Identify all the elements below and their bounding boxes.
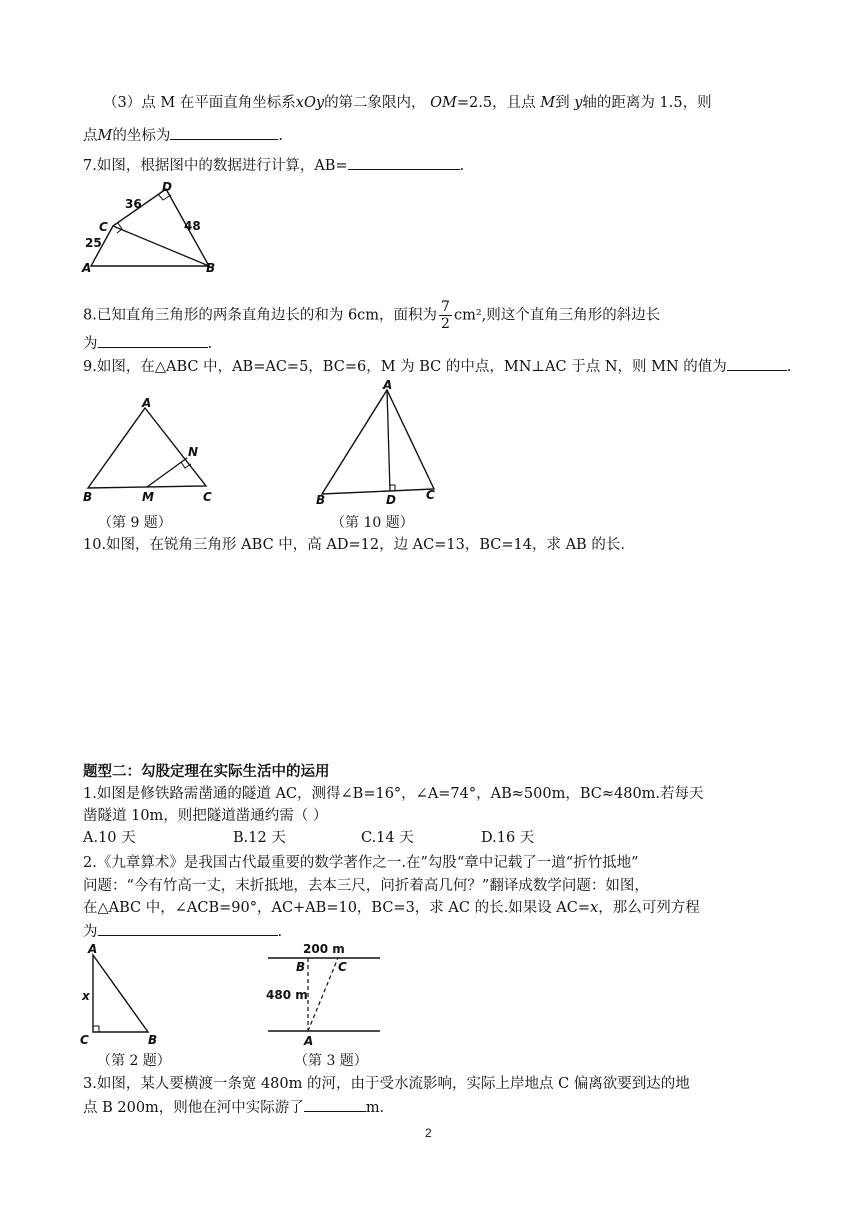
label-C: C: [426, 488, 435, 502]
caption-problem-3: （第 3 题）: [294, 1053, 368, 1069]
length-25: 25: [85, 236, 102, 250]
label-B: B: [83, 490, 93, 504]
option-A[interactable]: A.10 天: [83, 830, 136, 846]
label-width-200m: 200 m: [303, 942, 345, 956]
label-N: N: [188, 445, 199, 459]
label-C: C: [99, 220, 108, 234]
q6-part3-line1: （3）点 M 在平面直角坐标系xOy的第二象限内， OM=2.5，且点 M到 y轴的距离为 1.5，则: [103, 95, 712, 111]
q6-part3-line2: 点M的坐标为 .: [83, 125, 283, 146]
page-number: 2: [425, 1126, 432, 1140]
label-D: D: [162, 180, 172, 194]
figure-q9: [80, 393, 230, 508]
answer-blank[interactable]: [98, 333, 208, 348]
question-8-line2: 为 .: [83, 333, 212, 354]
label-A: A: [82, 261, 92, 275]
label-A: A: [304, 1034, 314, 1048]
length-36: 36: [125, 197, 142, 211]
label-B: B: [316, 493, 326, 507]
label-C: C: [338, 960, 347, 974]
problem-3-line2: 点 B 200m，则他在河中实际游了 m.: [83, 1097, 384, 1118]
answer-blank[interactable]: [348, 155, 460, 170]
problem-1-line2: 凿隧道 10m，则把隧道凿通约需（ ）: [83, 808, 328, 824]
answer-blank[interactable]: [170, 125, 278, 140]
problem-2-line3: 在△ABC 中，∠ACB=90°，AC+AB=10，BC=3，求 AC 的长.如果设 AC=x，那么可列方程: [83, 900, 700, 916]
problem-3-line1: 3.如图，某人要横渡一条宽 480m 的河，由于受水流影响，实际上岸地点 C 偏离欲要到达的地: [83, 1076, 690, 1092]
option-D[interactable]: D.16 天: [481, 830, 535, 846]
question-7: 7.如图，根据图中的数据进行计算，AB= .: [83, 155, 464, 176]
label-x: x: [82, 989, 90, 1003]
section-title: 题型二：勾股定理在实际生活中的运用: [83, 764, 330, 780]
figure-problem-2: [80, 944, 180, 1049]
label-B: B: [296, 960, 306, 974]
answer-blank[interactable]: [727, 356, 787, 371]
label-D: D: [386, 493, 396, 507]
label-B: B: [148, 1033, 158, 1047]
label-A: A: [142, 396, 152, 410]
caption-problem-2: （第 2 题）: [97, 1053, 171, 1069]
question-10: 10.如图，在锐角三角形 ABC 中，高 AD=12，边 AC=13，BC=14，求 AB 的长.: [83, 537, 625, 553]
answer-blank[interactable]: [98, 921, 278, 936]
caption-q10: （第 10 题）: [331, 515, 414, 531]
figure-q10: [312, 380, 452, 510]
problem-2-line4: 为 .: [83, 921, 282, 942]
label-M: M: [142, 490, 154, 504]
label-A: A: [383, 378, 393, 392]
fraction-7-2: $\frac{7}{2}$: [441, 299, 450, 332]
problem-1-line1: 1.如图是修铁路需凿通的隧道 AC，测得∠B=16°，∠A=74°，AB≈500m，BC≈480m.若每天: [83, 786, 704, 802]
problem-1-options: [83, 828, 534, 848]
answer-blank[interactable]: [304, 1097, 366, 1112]
label-A: A: [88, 942, 98, 956]
label-B: B: [206, 261, 216, 275]
label-height-480m: 480 m: [266, 988, 308, 1002]
figure-problem-3: [260, 938, 390, 1048]
caption-q9: （第 9 题）: [98, 515, 172, 531]
figure-q7: [78, 180, 228, 280]
problem-2-line2: 问题：“今有竹高一丈，末折抵地，去本三尺，问折着高几何？”翻译成数学问题：如图，: [83, 878, 649, 894]
question-8-line1: 8.已知直角三角形的两条直角边长的和为 6cm，面积为 $\frac{7}{2}$ cm²,则这个直角三角形的斜边长: [83, 299, 661, 332]
label-C: C: [80, 1033, 89, 1047]
length-48: 48: [184, 219, 201, 233]
problem-2-line1: 2.《九章算术》是我国古代最重要的数学著作之一.在”勾股“章中记载了一道“折竹抵地”: [83, 855, 639, 871]
question-9: 9.如图，在△ABC 中，AB=AC=5，BC=6，M 为 BC 的中点，MN⊥AC 于点 N，则 MN 的值为 .: [83, 356, 791, 377]
label-C: C: [203, 490, 212, 504]
option-C[interactable]: C.14 天: [361, 830, 414, 846]
option-B[interactable]: B.12 天: [233, 830, 286, 846]
